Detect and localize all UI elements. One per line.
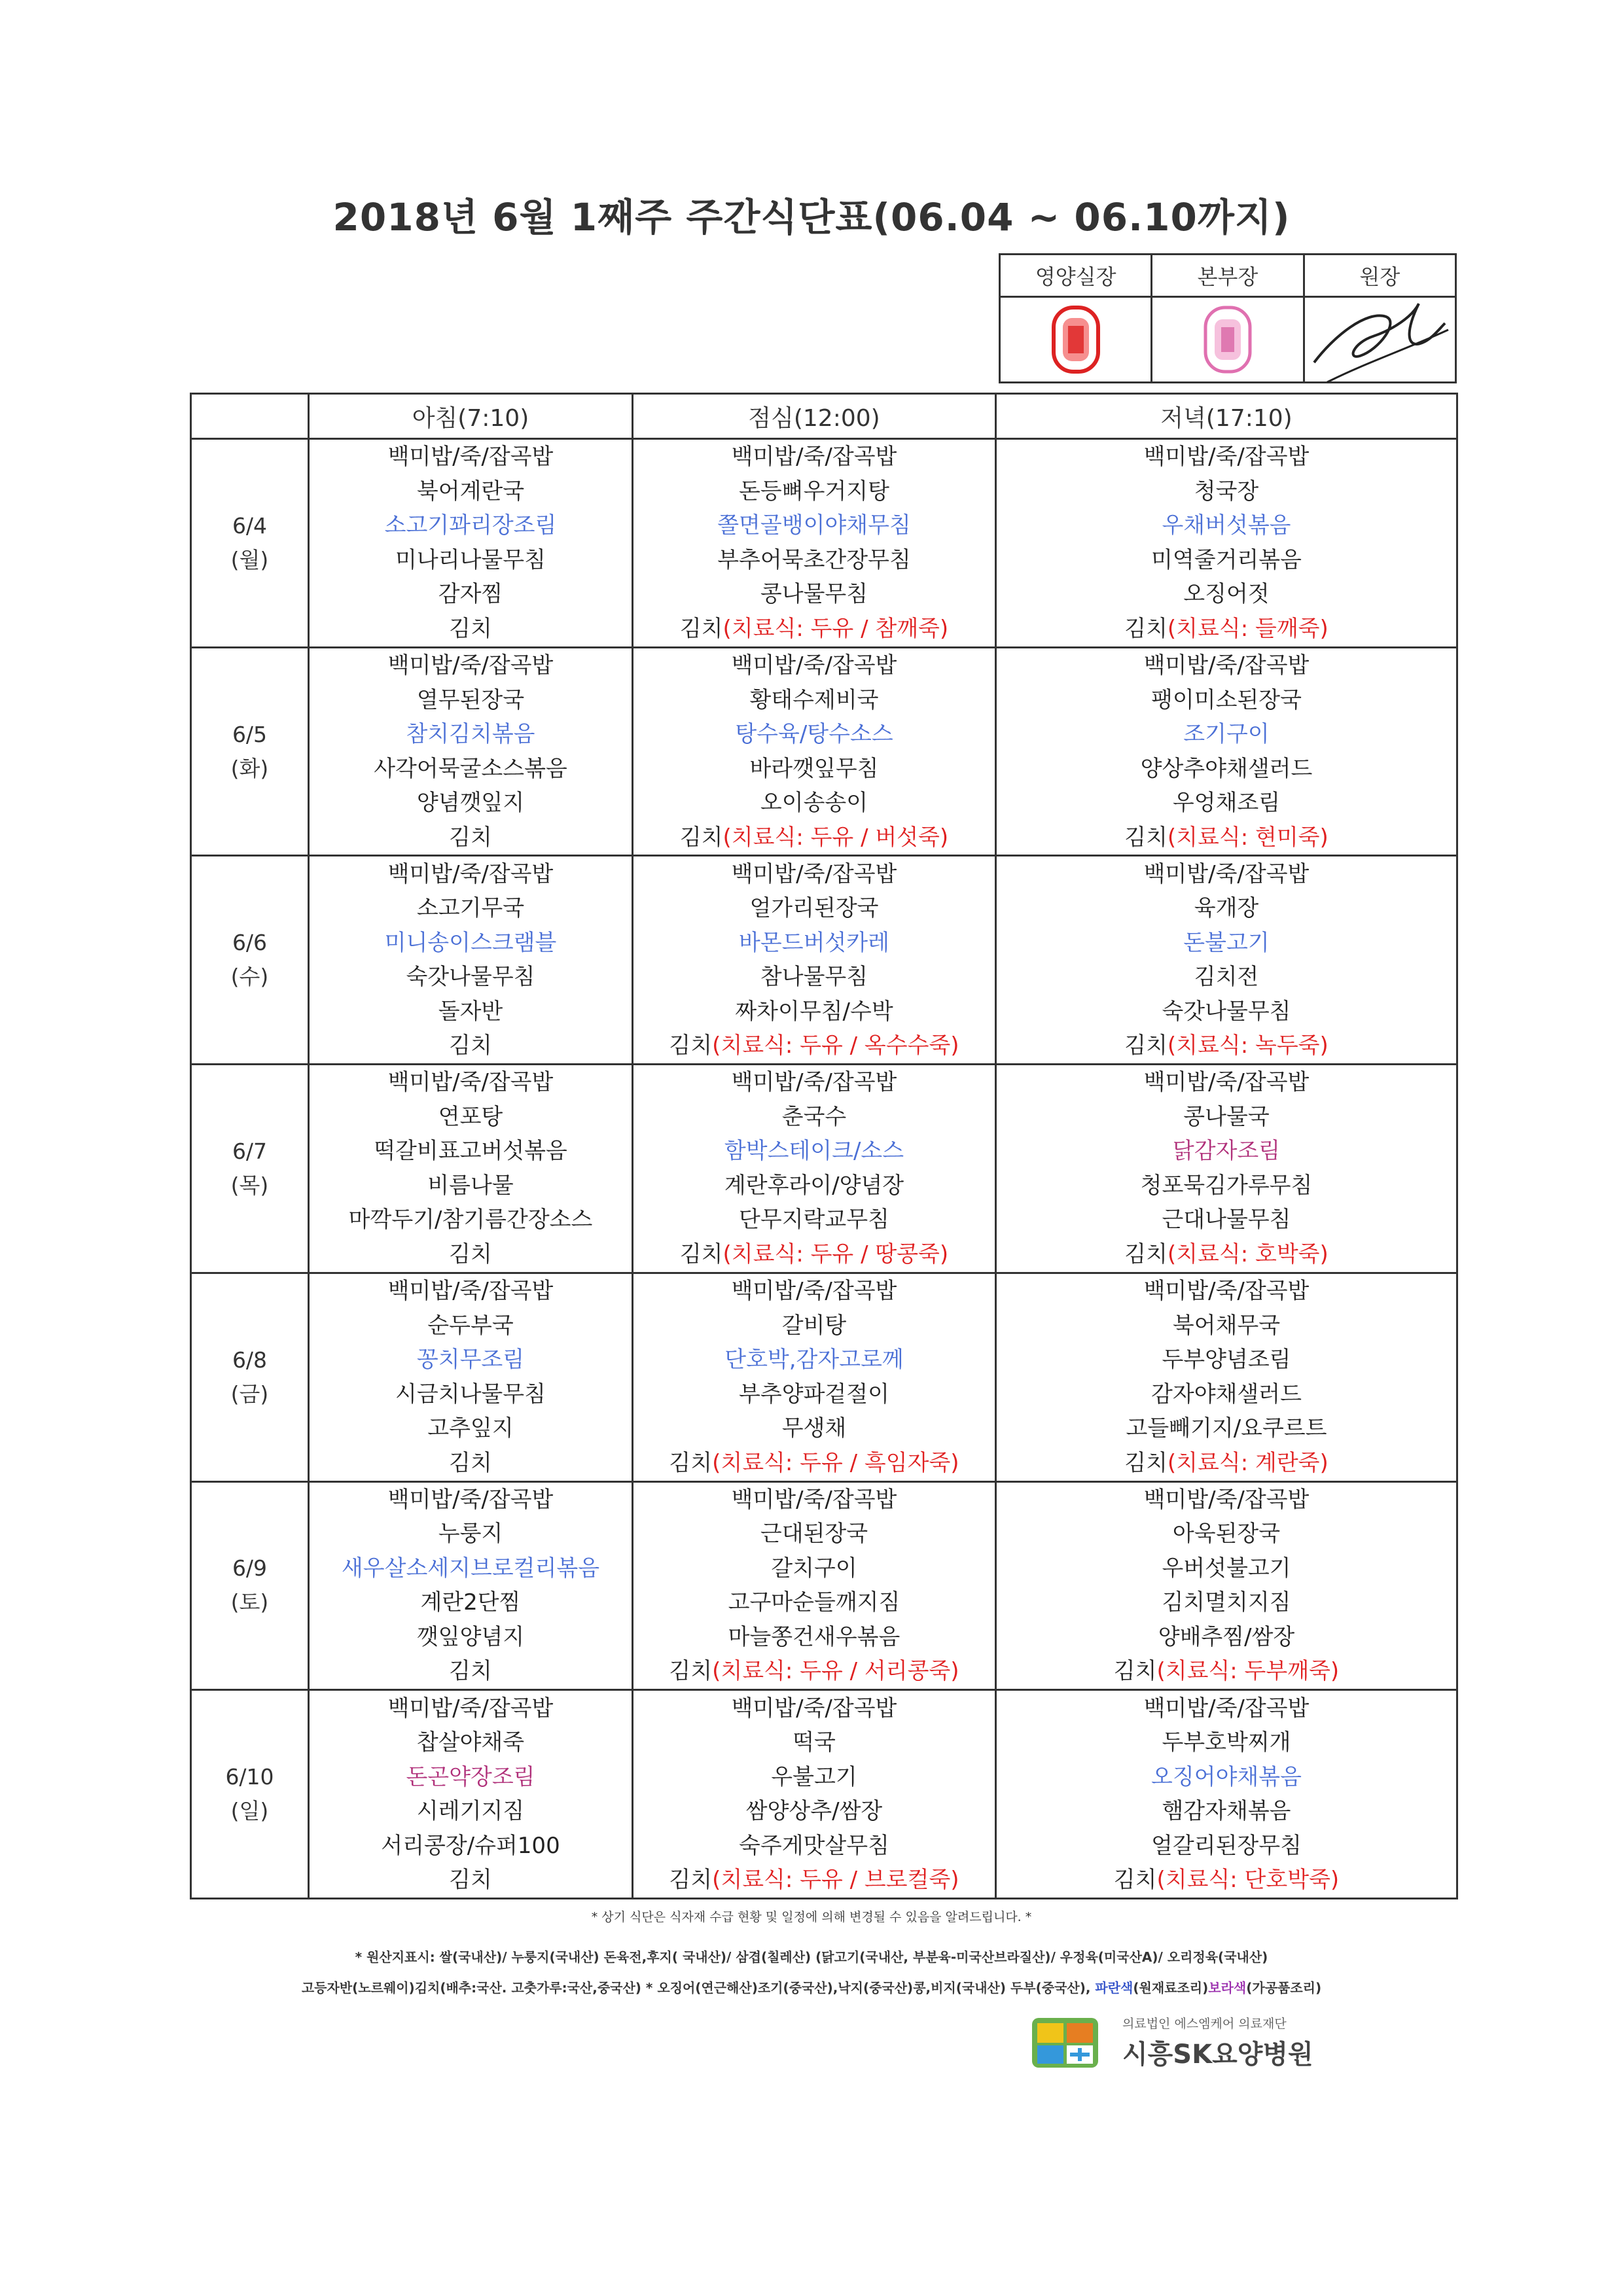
menu-item: 근대된장국	[760, 1521, 868, 1547]
menu-item: 쌈양상추/쌈장	[745, 1798, 883, 1825]
red-seal-stamp-icon	[1050, 304, 1102, 376]
menu-item: 콩나물무침	[760, 581, 868, 608]
menu-item: 팽이미소된장국	[1151, 686, 1302, 713]
day-weekday: (토)	[230, 1589, 269, 1616]
menu-item: 김치	[449, 1867, 492, 1894]
menu-item: 백미밥/죽/잡곡밥	[731, 1069, 897, 1096]
approval-sign-director	[1152, 297, 1304, 383]
menu-item: 우엉채조림	[1172, 790, 1281, 817]
breakfast-cell	[309, 1273, 633, 1481]
menu-item	[997, 1654, 1456, 1689]
lunch-cell	[633, 856, 996, 1065]
menu-item: 소고기무국	[416, 895, 525, 922]
menu-item: 백미밥/죽/잡곡밥	[731, 652, 897, 679]
menu-item	[997, 1237, 1456, 1272]
day-cell	[191, 856, 309, 1065]
menu-item: 청포묵김가루무침	[1140, 1172, 1313, 1199]
approval-sign-nutrition	[1000, 297, 1152, 383]
lunch-cell	[633, 439, 996, 648]
menu-item: 쫄면골뱅이야채무침	[717, 512, 911, 539]
day-weekday: (목)	[230, 1172, 269, 1198]
menu-item: 백미밥/죽/잡곡밥	[731, 1695, 897, 1722]
menu-item: 누룽지	[438, 1521, 503, 1547]
menu-item: 조기구이	[1183, 721, 1270, 748]
hospital-logo	[1031, 2009, 1358, 2074]
therapeutic-diet-note: (치료식: 두유 / 흑임자죽)	[712, 1449, 959, 1476]
menu-item	[633, 1654, 995, 1689]
menu-item: 백미밥/죽/잡곡밥	[1143, 652, 1310, 679]
menu-item: 얼가리된장국	[749, 895, 879, 922]
menu-item: 백미밥/죽/잡곡밥	[387, 1695, 554, 1722]
therapeutic-diet-note: (치료식: 두유 / 참깨죽)	[722, 615, 949, 642]
menu-item-kimchi: 김치	[669, 1658, 713, 1685]
approval-box	[999, 253, 1457, 383]
breakfast-cell	[309, 439, 633, 648]
day-date: 6/5	[232, 721, 268, 747]
menu-item: 두부양념조림	[1162, 1347, 1291, 1373]
therapeutic-diet-note: (치료식: 두유 / 서리콩죽)	[712, 1658, 959, 1685]
menu-item: 백미밥/죽/잡곡밥	[1143, 1486, 1310, 1513]
menu-item: 백미밥/죽/잡곡밥	[1143, 1278, 1310, 1305]
menu-item: 오징어야채볶음	[1151, 1763, 1302, 1790]
menu-item-kimchi: 김치	[1124, 1241, 1168, 1267]
menu-item: 열무된장국	[416, 686, 525, 713]
menu-item: 감자찜	[438, 581, 503, 608]
breakfast-cell	[309, 856, 633, 1065]
day-weekday: (일)	[230, 1798, 269, 1824]
therapeutic-diet-note: (치료식: 호박죽)	[1167, 1241, 1329, 1267]
menu-item: 백미밥/죽/잡곡밥	[1143, 860, 1310, 887]
day-date: 6/4	[232, 512, 268, 539]
menu-item: 아욱된장국	[1172, 1521, 1281, 1547]
menu-item: 숙갓나물무침	[406, 964, 535, 991]
change-notice: * 상기 식단은 식자재 수급 현황 및 일정에 의해 변경될 수 있음을 알려드립니다. *	[591, 1910, 1032, 1924]
menu-item: 백미밥/죽/잡곡밥	[731, 860, 897, 887]
dinner-cell	[996, 856, 1457, 1065]
menu-item: 부추어묵초간장무침	[717, 546, 911, 573]
menu-item: 백미밥/죽/잡곡밥	[387, 1069, 554, 1096]
menu-item: 백미밥/죽/잡곡밥	[387, 444, 554, 470]
day-weekday: (금)	[230, 1381, 269, 1407]
menu-item: 계란2단찜	[420, 1589, 521, 1616]
menu-item: 양념깻잎지	[416, 790, 525, 817]
day-date: 6/6	[232, 930, 268, 956]
menu-item: 백미밥/죽/잡곡밥	[1143, 1695, 1310, 1722]
menu-body	[191, 439, 1457, 1899]
menu-item: 서리콩장/슈퍼100	[381, 1832, 560, 1859]
menu-item	[633, 1863, 995, 1898]
menu-item: 연포탕	[438, 1103, 503, 1130]
menu-day-row	[191, 647, 1457, 856]
day-weekday: (수)	[230, 964, 269, 990]
dinner-cell	[996, 1273, 1457, 1481]
approval-header-nutrition: 영양실장	[1000, 255, 1152, 297]
handwritten-signature-icon	[1308, 291, 1452, 389]
menu-item-kimchi: 김치	[669, 1449, 713, 1476]
menu-item: 돈불고기	[1183, 929, 1270, 956]
menu-header-date	[191, 394, 309, 439]
menu-item: 떡국	[793, 1729, 836, 1756]
menu-item: 부추양파겉절이	[739, 1381, 889, 1407]
menu-item: 양상추야채샐러드	[1140, 755, 1313, 782]
menu-item: 시레기지짐	[416, 1798, 525, 1825]
menu-item-kimchi: 김치	[679, 615, 723, 642]
menu-item: 떡갈비표고버섯볶음	[374, 1138, 567, 1165]
menu-item: 백미밥/죽/잡곡밥	[387, 1278, 554, 1305]
menu-item: 꽁치무조림	[416, 1347, 525, 1373]
menu-item: 고구마순들깨지짐	[728, 1589, 901, 1616]
menu-item: 무생채	[781, 1415, 847, 1442]
breakfast-cell	[309, 1690, 633, 1899]
menu-item: 백미밥/죽/잡곡밥	[731, 1486, 897, 1513]
menu-header-row	[191, 394, 1457, 439]
menu-item: 돌자반	[438, 998, 503, 1025]
menu-item-kimchi: 김치	[679, 824, 723, 851]
approval-sign-chief	[1304, 297, 1455, 383]
menu-item: 돈곤약장조림	[406, 1763, 535, 1790]
menu-item: 감자야채샐러드	[1151, 1381, 1302, 1407]
menu-item: 백미밥/죽/잡곡밥	[731, 1278, 897, 1305]
menu-item-kimchi: 김치	[1113, 1658, 1157, 1685]
menu-item: 햄감자채볶음	[1162, 1798, 1291, 1825]
menu-item: 김치	[449, 824, 492, 851]
day-cell	[191, 647, 309, 856]
approval-header-chief: 원장	[1304, 255, 1455, 297]
menu-item: 오징어젓	[1183, 581, 1270, 608]
therapeutic-diet-note: (치료식: 단호박죽)	[1156, 1867, 1340, 1894]
menu-item	[633, 1237, 995, 1272]
lunch-cell	[633, 647, 996, 856]
day-cell	[191, 1481, 309, 1690]
day-weekday: (월)	[230, 546, 269, 573]
menu-item-kimchi: 김치	[1124, 1449, 1168, 1476]
menu-header-dinner: 저녁(17:10)	[996, 394, 1457, 439]
lunch-cell	[633, 1690, 996, 1899]
menu-item-kimchi: 김치	[669, 1867, 713, 1894]
menu-item: 육개장	[1194, 895, 1259, 922]
menu-item: 미니송이스크램블	[384, 929, 557, 956]
menu-item: 시금치나물무침	[395, 1381, 546, 1407]
menu-item: 북어채무국	[1172, 1312, 1281, 1339]
menu-item: 고들빼기지/요쿠르트	[1126, 1415, 1327, 1442]
menu-item-kimchi: 김치	[669, 1033, 713, 1059]
menu-item: 바몬드버섯카레	[739, 929, 889, 956]
menu-item: 춘국수	[781, 1103, 847, 1130]
menu-item: 백미밥/죽/잡곡밥	[387, 860, 554, 887]
dinner-cell	[996, 1690, 1457, 1899]
therapeutic-diet-note: (치료식: 두유 / 버섯죽)	[722, 824, 949, 851]
menu-item: 마늘쫑건새우볶음	[728, 1623, 901, 1650]
therapeutic-diet-note: (치료식: 두유 / 땅콩죽)	[722, 1241, 949, 1267]
menu-item: 우불고기	[771, 1763, 857, 1790]
breakfast-cell	[309, 647, 633, 856]
page-title: 2018년 6월 1째주 주간식단표(06.04 ~ 06.10까지)	[332, 195, 1291, 239]
day-cell	[191, 1273, 309, 1481]
menu-item: 백미밥/죽/잡곡밥	[387, 1486, 554, 1513]
menu-item: 단무지락교무침	[739, 1207, 889, 1233]
dinner-cell	[996, 1481, 1457, 1690]
lunch-cell	[633, 1481, 996, 1690]
menu-item: 얼갈리된장무침	[1151, 1832, 1302, 1859]
day-date: 6/9	[232, 1555, 268, 1581]
legend-blue-desc: (원재료조리)	[1133, 1980, 1209, 1996]
menu-item-kimchi: 김치	[679, 1241, 723, 1267]
menu-item: 콩나물국	[1183, 1103, 1270, 1130]
menu-item	[633, 821, 995, 855]
menu-item: 황태수제비국	[749, 686, 879, 713]
menu-day-row	[191, 856, 1457, 1065]
menu-item: 바라깻잎무침	[749, 755, 879, 782]
menu-item: 사각어묵굴소스볶음	[374, 755, 567, 782]
menu-header-lunch: 점심(12:00)	[633, 394, 996, 439]
menu-item: 오이송송이	[760, 790, 868, 817]
menu-item	[633, 612, 995, 646]
menu-item: 소고기꽈리장조림	[384, 512, 557, 539]
menu-item: 갈치구이	[771, 1555, 857, 1581]
menu-item: 우버섯불고기	[1162, 1555, 1291, 1581]
menu-item: 미나리나물무침	[395, 546, 546, 573]
menu-item: 김치	[449, 615, 492, 642]
menu-item-kimchi: 김치	[1124, 615, 1168, 642]
therapeutic-diet-note: (치료식: 들깨죽)	[1167, 615, 1329, 642]
hospital-name: 시흥SK요양병원	[1122, 2040, 1313, 2070]
menu-day-row	[191, 1065, 1457, 1273]
origin-info-line-2	[0, 1977, 1623, 1996]
menu-item	[997, 1029, 1456, 1063]
breakfast-cell	[309, 1065, 633, 1273]
menu-day-row	[191, 439, 1457, 648]
menu-item: 참나물무침	[760, 964, 868, 991]
legend-purple-desc: (가공품조리)	[1246, 1980, 1322, 1996]
day-cell	[191, 1065, 309, 1273]
menu-item: 백미밥/죽/잡곡밥	[731, 444, 897, 470]
menu-item: 짜차이무침/수박	[735, 998, 893, 1025]
dinner-cell	[996, 1065, 1457, 1273]
menu-day-row	[191, 1690, 1457, 1899]
menu-item: 순두부국	[427, 1312, 514, 1339]
day-date: 6/8	[232, 1347, 268, 1373]
menu-item	[997, 1446, 1456, 1481]
menu-item: 갈비탕	[781, 1312, 847, 1339]
menu-item-kimchi: 김치	[1113, 1867, 1157, 1894]
dinner-cell	[996, 647, 1457, 856]
menu-item	[633, 1446, 995, 1481]
menu-item	[997, 612, 1456, 646]
origin-info-line-1: * 원산지표시: 쌀(국내산)/ 누룽지(국내산) 돈육전,후지( 국내산)/ 삼겹(칠레산) (닭고기(국내산, 부분육-미국산브라질산)/ 우정육(미국산A)/ 오리정육(국내산)	[355, 1949, 1268, 1965]
menu-item: 백미밥/죽/잡곡밥	[1143, 444, 1310, 470]
menu-item: 함박스테이크/소스	[724, 1138, 904, 1165]
menu-item: 우채버섯볶음	[1162, 512, 1291, 539]
therapeutic-diet-note: (치료식: 두부깨죽)	[1156, 1658, 1340, 1685]
menu-item: 돈등뼈우거지탕	[739, 478, 889, 504]
legend-purple-label: 보라색	[1208, 1980, 1247, 1996]
menu-item: 김치	[449, 1449, 492, 1476]
menu-item-kimchi: 김치	[1124, 1033, 1168, 1059]
origin-info-text: 고등자반(노르웨이)김치(배추:국산. 고춧가루:국산,중국산) * 오징어(연근해산)조기(중국산),낙지(중국산)콩,비지(국내산) 두부(중국산),	[301, 1980, 1091, 1996]
approval-header-director: 본부장	[1152, 255, 1304, 297]
menu-item-kimchi: 김치	[1124, 824, 1168, 851]
day-cell	[191, 439, 309, 648]
breakfast-cell	[309, 1481, 633, 1690]
therapeutic-diet-note: (치료식: 현미죽)	[1167, 824, 1329, 851]
menu-item: 청국장	[1194, 478, 1259, 504]
menu-item	[997, 821, 1456, 855]
menu-item: 근대나물무침	[1162, 1207, 1291, 1233]
therapeutic-diet-note: (치료식: 두유 / 브로컬죽)	[712, 1867, 959, 1894]
menu-item: 양배추찜/쌈장	[1158, 1623, 1295, 1650]
menu-item: 숙갓나물무침	[1162, 998, 1291, 1025]
lunch-cell	[633, 1273, 996, 1481]
menu-item: 고추잎지	[427, 1415, 514, 1442]
menu-item: 숙주게맛살무침	[739, 1832, 889, 1859]
day-date: 6/7	[232, 1138, 268, 1164]
menu-item: 백미밥/죽/잡곡밥	[1143, 1069, 1310, 1096]
menu-item	[633, 1029, 995, 1063]
menu-item: 찹살야채죽	[416, 1729, 525, 1756]
menu-item: 닭감자조림	[1172, 1138, 1281, 1165]
day-cell	[191, 1690, 309, 1899]
menu-item: 탕수육/탕수소스	[735, 721, 893, 748]
menu-item: 계란후라이/양념장	[724, 1172, 904, 1199]
menu-item: 김치	[449, 1658, 492, 1685]
menu-item: 김치전	[1194, 964, 1259, 991]
dinner-cell	[996, 439, 1457, 648]
menu-item: 새우살소세지브로컬리볶음	[341, 1555, 600, 1581]
menu-item: 깻잎양념지	[416, 1623, 525, 1650]
therapeutic-diet-note: (치료식: 계란죽)	[1167, 1449, 1329, 1476]
menu-item: 김치	[449, 1241, 492, 1267]
menu-item: 백미밥/죽/잡곡밥	[387, 652, 554, 679]
therapeutic-diet-note: (치료식: 녹두죽)	[1167, 1033, 1329, 1059]
menu-item: 미역줄거리볶음	[1151, 546, 1302, 573]
menu-item: 비름나물	[427, 1172, 514, 1199]
therapeutic-diet-note: (치료식: 두유 / 옥수수죽)	[712, 1033, 959, 1059]
day-weekday: (화)	[230, 755, 269, 781]
hospital-foundation-name: 의료법인 에스엠케어 의료재단	[1122, 2017, 1287, 2031]
menu-item: 단호박,감자고로께	[724, 1347, 904, 1373]
menu-day-row	[191, 1273, 1457, 1481]
menu-item: 두부호박찌개	[1162, 1729, 1291, 1756]
pink-seal-stamp-icon	[1202, 304, 1254, 376]
lunch-cell	[633, 1065, 996, 1273]
menu-header-breakfast: 아침(7:10)	[309, 394, 633, 439]
hospital-logo-icon	[1031, 2017, 1099, 2069]
menu-item: 북어계란국	[416, 478, 525, 504]
weekly-menu-table	[190, 393, 1458, 1899]
menu-item	[997, 1863, 1456, 1898]
menu-item: 참치김치볶음	[406, 721, 535, 748]
menu-item: 김치	[449, 1033, 492, 1059]
menu-item: 마깍두기/참기름간장소스	[348, 1207, 593, 1233]
menu-item: 김치멸치지짐	[1162, 1589, 1291, 1616]
menu-day-row	[191, 1481, 1457, 1690]
day-date: 6/10	[225, 1764, 274, 1790]
legend-blue-label: 파란색	[1095, 1980, 1133, 1996]
